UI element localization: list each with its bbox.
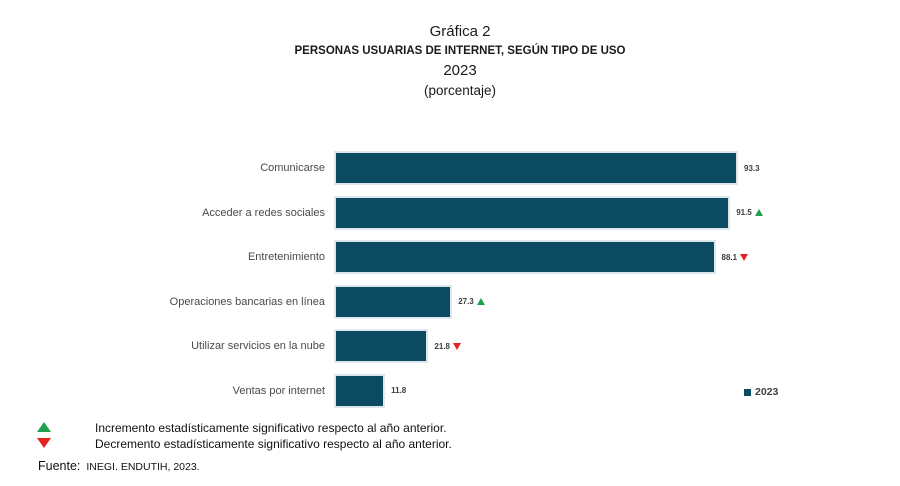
bar bbox=[334, 374, 385, 408]
value-label: 27.3 bbox=[458, 297, 474, 307]
value-label: 91.5 bbox=[736, 208, 752, 218]
footnotes bbox=[37, 420, 452, 452]
up-triangle-icon bbox=[477, 298, 485, 305]
legend-label: 2023 bbox=[755, 386, 779, 398]
chart-main-title: PERSONAS USUARIAS DE INTERNET, SEGÚN TIPO DE USO bbox=[294, 45, 626, 57]
source-line bbox=[38, 457, 200, 475]
bar bbox=[334, 196, 730, 230]
category-label: Utilizar servicios en la nube bbox=[191, 340, 325, 353]
chart-row bbox=[0, 191, 900, 236]
category-label: Entretenimiento bbox=[247, 251, 325, 264]
source-text: INEGI. ENDUTIH, 2023. bbox=[86, 461, 200, 473]
legend bbox=[744, 386, 778, 398]
category-label: Ventas por internet bbox=[232, 384, 325, 397]
bar bbox=[334, 285, 452, 319]
value-label: 93.3 bbox=[744, 163, 760, 173]
bar bbox=[334, 240, 716, 274]
value-label: 11.8 bbox=[391, 386, 407, 396]
footnote-decrement bbox=[37, 436, 452, 452]
value-label: 21.8 bbox=[434, 341, 450, 351]
up-triangle-icon bbox=[37, 422, 51, 432]
category-label: Acceder a redes sociales bbox=[202, 206, 325, 219]
chart-year: 2023 bbox=[443, 62, 477, 79]
down-triangle-icon bbox=[453, 343, 461, 350]
bar-chart bbox=[0, 146, 900, 413]
footnote-text: Decremento estadísticamente significativo respecto al año anterior. bbox=[95, 437, 452, 451]
chart-row bbox=[0, 146, 900, 191]
down-triangle-icon bbox=[740, 254, 748, 261]
chart-unit: (porcentaje) bbox=[423, 83, 497, 98]
up-triangle-icon bbox=[755, 209, 763, 216]
category-label: Comunicarse bbox=[260, 162, 325, 175]
chart-row bbox=[0, 280, 900, 325]
footnote-text: Incremento estadísticamente significativo respecto al año anterior. bbox=[95, 421, 447, 435]
down-triangle-icon bbox=[37, 438, 51, 448]
value-label: 88.1 bbox=[721, 252, 738, 262]
chart-title-block bbox=[20, 20, 900, 101]
chart-row bbox=[0, 324, 900, 369]
legend-swatch-icon bbox=[744, 389, 751, 396]
chart-number-title: Gráfica 2 bbox=[429, 23, 491, 40]
bar bbox=[334, 151, 738, 185]
bar bbox=[334, 329, 428, 363]
chart-row bbox=[0, 235, 900, 280]
category-label: Operaciones bancarias en línea bbox=[169, 295, 325, 308]
source-label: Fuente: bbox=[38, 459, 81, 473]
footnote-increment bbox=[37, 420, 452, 436]
